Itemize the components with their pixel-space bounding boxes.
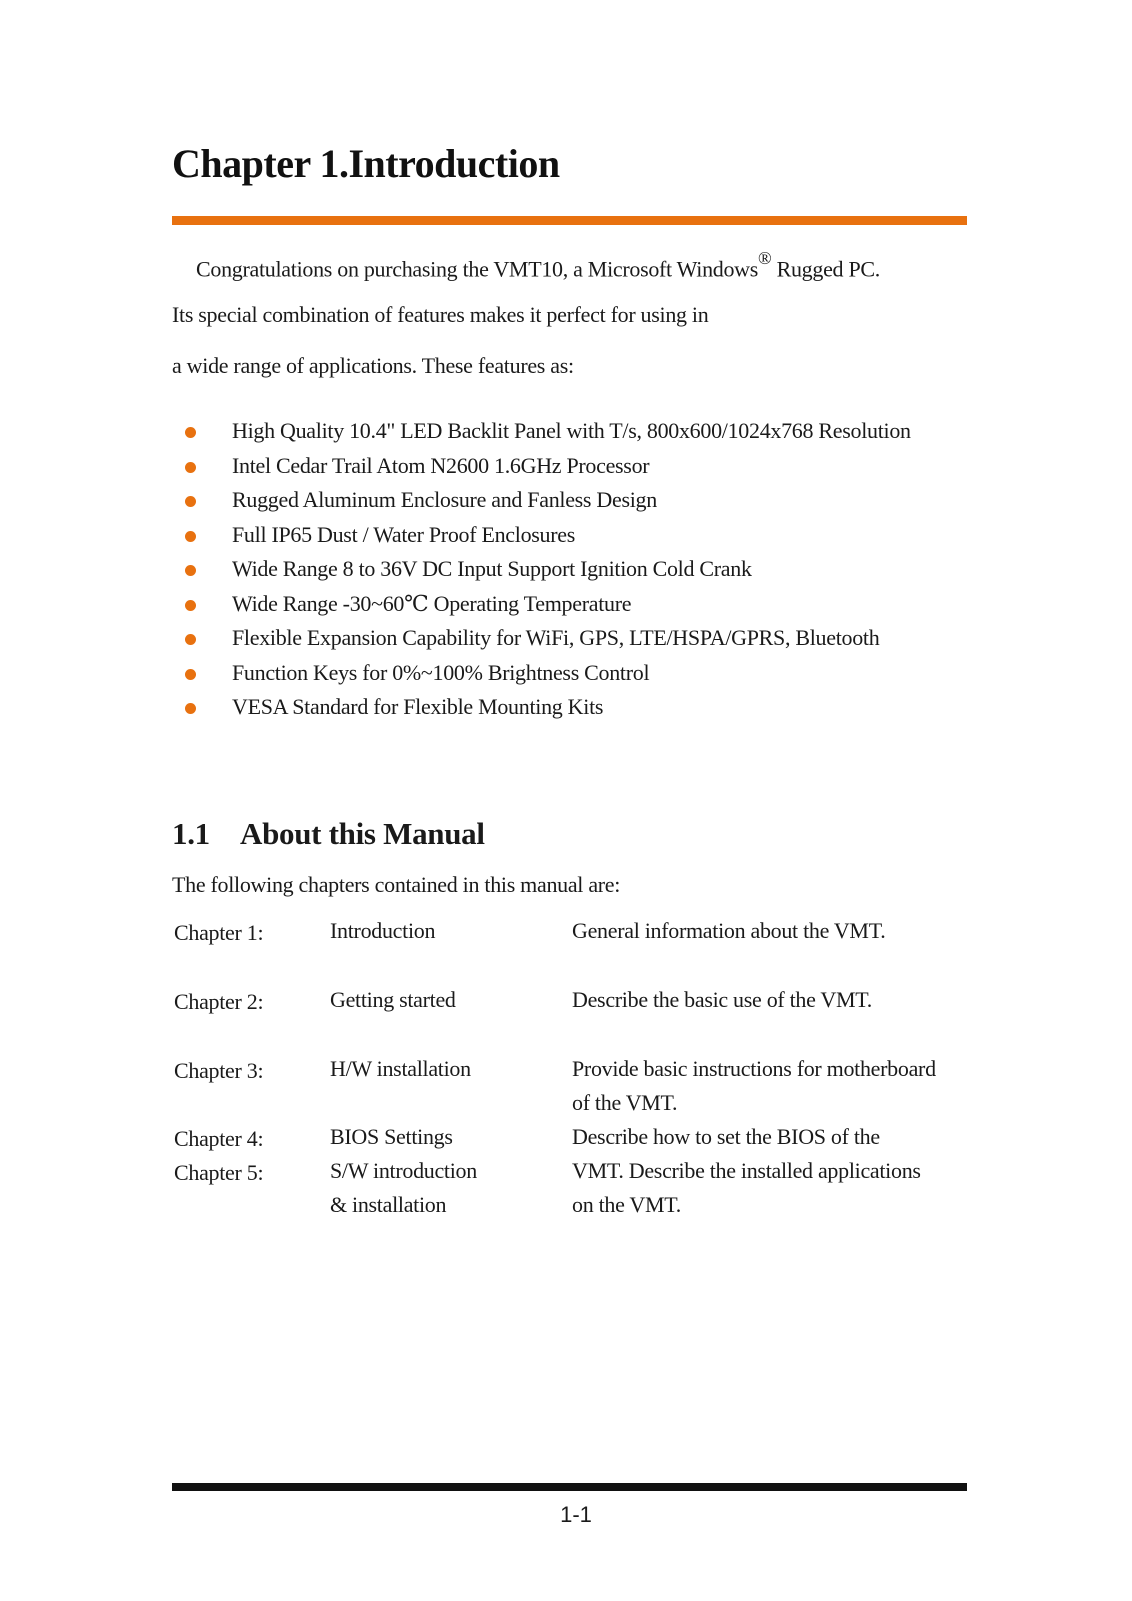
bullet-icon [185,531,196,542]
chapter-desc-line: of the VMT. [572,1090,678,1115]
chapter-name-line: & installation [330,1192,447,1217]
feature-text: Wide Range 8 to 36V DC Input Support Ignition Cold Crank [232,556,752,581]
intro-line-1-text: Congratulations on purchasing the VMT10, a Microsoft Windows [196,256,759,282]
feature-list [172,414,911,725]
chapter-name-line: Introduction [330,918,436,943]
chapter-title: Chapter 1.Introduction [172,141,560,186]
chapter-label: Chapter 2: [174,989,264,1014]
chapter-name-line: BIOS Settings [330,1124,453,1149]
feature-text: Intel Cedar Trail Atom N2600 1.6GHz Processor [232,452,650,478]
registered-mark: ® [758,248,772,268]
chapter-name [330,1052,471,1086]
chapter-name [330,983,456,1017]
bullet-icon [185,496,196,507]
chapter-desc [572,983,972,1017]
chapter-desc-line: Provide basic instructions for motherboard [572,1056,936,1081]
chapter-desc [572,1052,972,1120]
chapter-desc [572,1154,972,1222]
chapter-desc-line: on the VMT. [572,1192,681,1217]
feature-item [172,552,911,587]
chapter-label: Chapter 4: [174,1126,264,1151]
chapter-name-line: H/W installation [330,1056,471,1081]
chapter-desc-line: Describe the basic use of the VMT. [572,987,872,1012]
feature-item [172,656,911,691]
bullet-icon [185,462,196,473]
feature-text: Function Keys for 0%~100% Brightness Control [232,659,650,685]
chapter-name [330,1120,453,1154]
feature-text: Rugged Aluminum Enclosure and Fanless Design [232,487,657,512]
feature-item [172,587,911,622]
section-heading: About this Manual [240,816,485,851]
feature-item [172,483,911,518]
bullet-icon [185,703,196,714]
chapter-label: Chapter 3: [174,1058,264,1083]
feature-text: High Quality 10.4" LED Backlit Panel with T/s, 800x600/1024x768 Resolution [232,418,911,443]
bullet-icon [185,427,196,438]
feature-text: Flexible Expansion Capability for WiFi, GPS, LTE/HSPA/GPRS, Bluetooth [232,625,880,650]
chapter-name [330,914,435,948]
chapter-name-line: Getting started [330,987,456,1012]
feature-item [172,621,911,656]
chapter-desc-line: VMT. Describe the installed applications [572,1158,921,1183]
intro-line-3: a wide range of applications. These features as: [172,353,574,378]
chapter-label: Chapter 5: [174,1160,264,1185]
intro-line-1 [196,248,880,282]
feature-item [172,414,911,449]
footer-divider [172,1483,967,1491]
bullet-icon [185,600,196,611]
title-divider [172,216,967,225]
chapter-desc [572,914,972,948]
feature-item [172,518,911,553]
feature-text: Full IP65 Dust / Water Proof Enclosures [232,521,575,547]
chapter-name [330,1154,477,1222]
feature-item [172,449,911,484]
bullet-icon [185,634,196,645]
bullet-icon [185,669,196,680]
page-number: 1-1 [560,1502,592,1527]
chapter-label: Chapter 1: [174,920,264,945]
chapter-name-line: S/W introduction [330,1158,477,1183]
manual-intro: The following chapters contained in this manual are: [172,872,621,897]
chapter-desc [572,1120,972,1154]
intro-line-2: Its special combination of features makes it perfect for using in [172,302,709,327]
section-number: 1.1 [172,816,210,851]
intro-line-1-end: Rugged PC. [776,256,880,282]
bullet-icon [185,565,196,576]
section-title [172,816,485,852]
feature-text: Wide Range -30~60℃ Operating Temperature [232,590,632,616]
feature-item [172,690,911,725]
chapter-desc-line: Describe how to set the BIOS of the [572,1124,880,1149]
chapter-desc-line: General information about the VMT. [572,918,886,943]
feature-text: VESA Standard for Flexible Mounting Kits [232,694,604,719]
